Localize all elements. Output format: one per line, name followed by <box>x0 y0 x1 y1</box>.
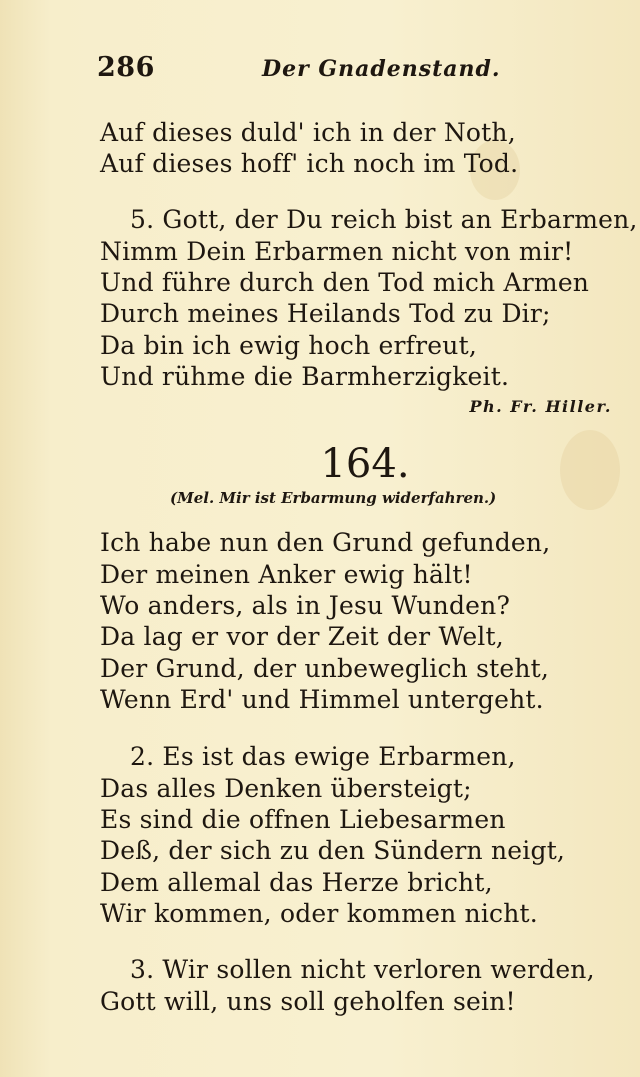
verse-line: 2. Es ist das ewige Erbarmen, <box>130 742 516 771</box>
verse-line: 3. Wir sollen nicht verloren werden, <box>130 955 595 984</box>
hymn-author: Ph. Fr. Hiller. <box>469 397 612 416</box>
hymn-number: 164. <box>320 441 410 487</box>
verse-line: Das alles Denken übersteigt; <box>100 774 472 803</box>
verse-line: Der meinen Anker ewig hält! <box>100 560 473 589</box>
verse-line: Durch meines Heilands Tod zu Dir; <box>100 299 551 328</box>
verse-line: Der Grund, der unbeweglich steht, <box>100 654 550 683</box>
verse-line: Und rühme die Barmherzigkeit. <box>100 362 510 391</box>
verse-line: Da bin ich ewig hoch erfreut, <box>100 331 477 360</box>
melody-note: (Mel. Mir ist Erbarmung widerfahren.) <box>170 489 497 507</box>
verse-line: Dem allemal das Herze bricht, <box>100 868 493 897</box>
page-header <box>97 52 537 92</box>
verse-line: Nimm Dein Erbarmen nicht von mir! <box>100 237 574 266</box>
verse-line: Gott will, uns soll geholfen sein! <box>100 987 516 1016</box>
page-number: 286 <box>97 52 155 83</box>
verse-line: Und führe durch den Tod mich Armen <box>100 268 590 297</box>
running-head: Der Gnadenstand. <box>262 56 501 82</box>
verse-line: Es sind die offnen Liebesarmen <box>100 805 506 834</box>
verse-line: Ich habe nun den Grund gefunden, <box>100 528 551 557</box>
verse-line: Deß, der sich zu den Sündern neigt, <box>100 836 566 865</box>
verse-line: Wenn Erd' und Himmel untergeht. <box>100 685 544 714</box>
verse-line: Auf dieses duld' ich in der Noth, <box>100 118 516 147</box>
verse-line: Auf dieses hoff' ich noch im Tod. <box>100 149 519 178</box>
verse-line: Wo anders, als in Jesu Wunden? <box>100 591 511 620</box>
verse-line: Da lag er vor der Zeit der Welt, <box>100 622 504 651</box>
verse-line: Wir kommen, oder kommen nicht. <box>100 899 538 928</box>
verse-line: 5. Gott, der Du reich bist an Erbarmen, <box>130 205 638 234</box>
